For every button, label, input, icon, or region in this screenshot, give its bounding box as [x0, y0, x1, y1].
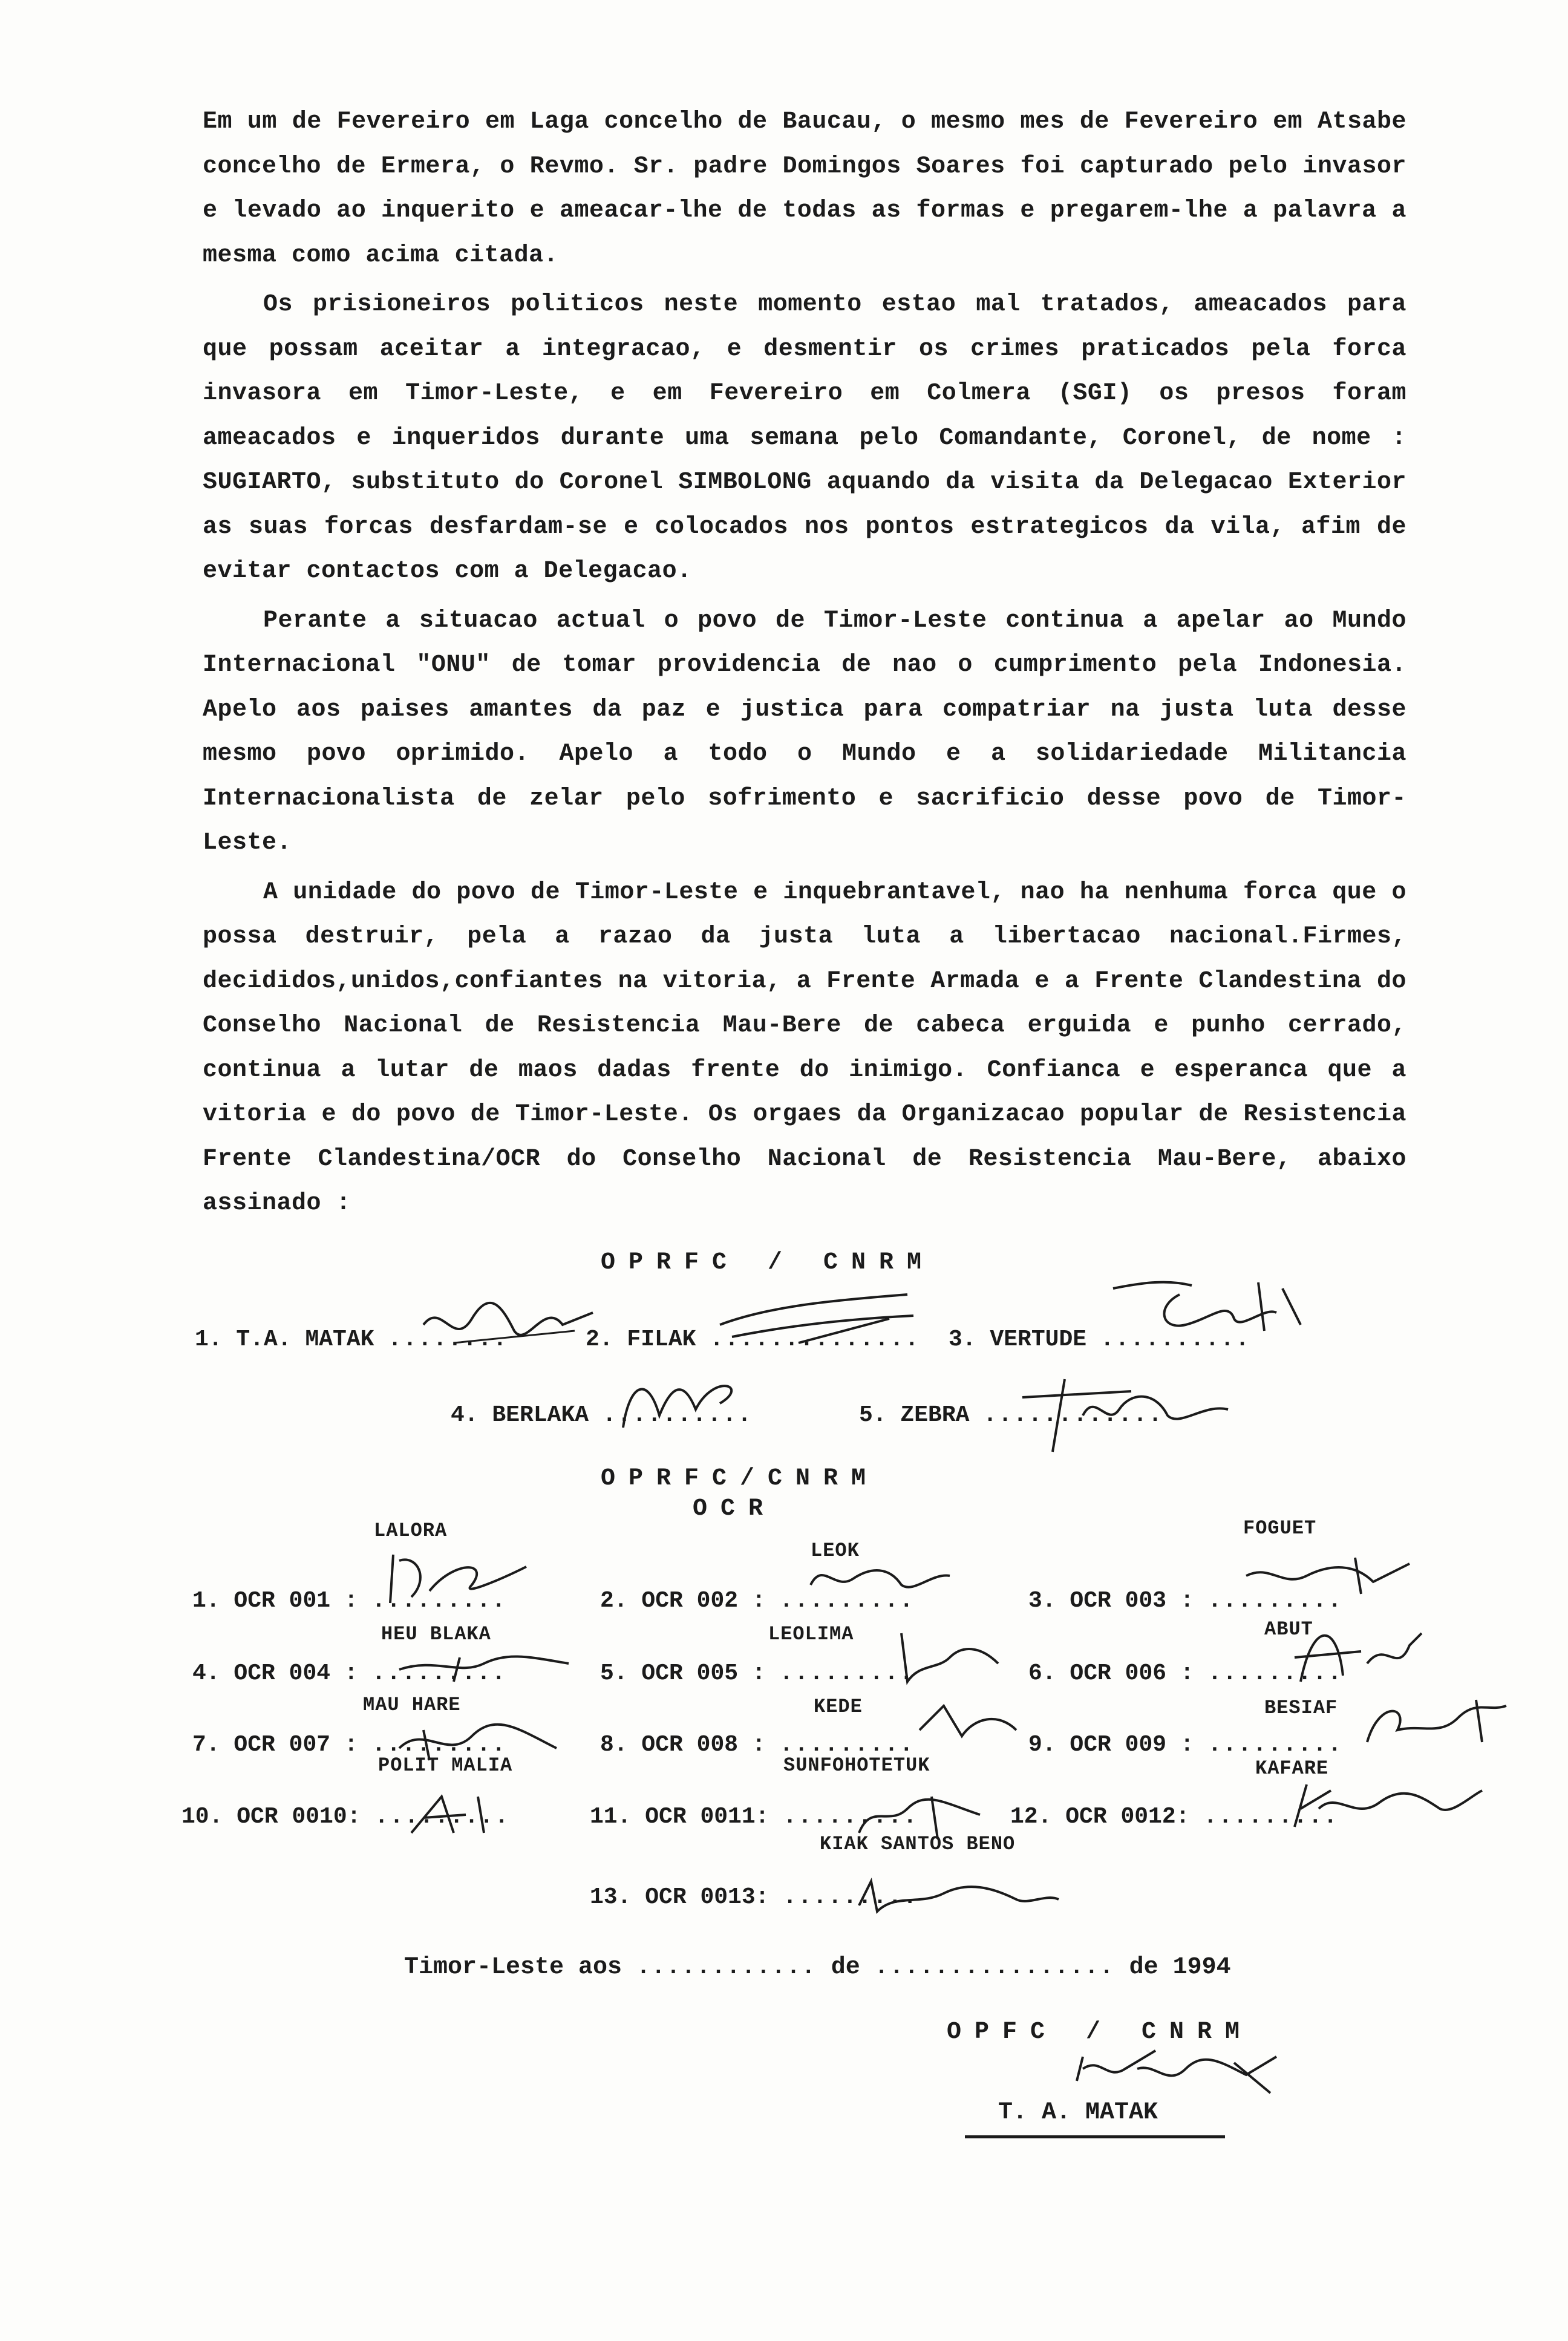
- ocr-code: OCR 0011:: [645, 1804, 769, 1830]
- signer-number: 9.: [1028, 1732, 1056, 1758]
- printed-name: POLIT MALIA: [378, 1754, 513, 1777]
- handwritten-signature: [1282, 1609, 1428, 1694]
- signer-number: 6.: [1028, 1660, 1056, 1686]
- signer-label: BERLAKA: [492, 1402, 589, 1428]
- ocr-code: OCR 002 :: [641, 1588, 766, 1614]
- printed-name: SUNFOHOTETUK: [783, 1754, 930, 1777]
- ocr-code: OCR 006 :: [1070, 1660, 1194, 1686]
- signer-number: 5.: [859, 1402, 887, 1428]
- ocr-row: [1028, 1732, 1343, 1758]
- signer-dots: .........: [779, 1732, 915, 1758]
- printed-name: LEOK: [811, 1539, 860, 1562]
- signer-dots: .........: [371, 1588, 507, 1614]
- signer-label: FILAK: [627, 1327, 696, 1353]
- handwritten-signature: [611, 1361, 768, 1440]
- handwritten-signature: [399, 1784, 520, 1839]
- paragraph-1: Em um de Fevereiro em Laga concelho de Baucau, o mesmo mes de Fevereiro em Atsabe concelho de Ermera, o Revmo. Sr. padre Domingos Soares foi capturado pelo invasor e levado ao inquerito e ameacar-lhe de todas as formas e pregarem-lhe a palavra a mesma como acima citada.: [203, 108, 1406, 269]
- ocr-code: OCR 009 :: [1070, 1732, 1194, 1758]
- ocr-code: OCR 001 :: [234, 1588, 358, 1614]
- signer-dots: .........: [779, 1588, 915, 1614]
- handwritten-signature: [387, 1639, 581, 1688]
- ocr-row: [600, 1660, 915, 1686]
- signer-dots: .........: [779, 1660, 915, 1686]
- signer-dots: ............: [983, 1402, 1163, 1428]
- footer-header: OPFC / CNRM: [947, 2019, 1253, 2046]
- signer-number: 2.: [600, 1588, 628, 1614]
- group1-header: OPRFC / CNRM: [601, 1249, 935, 1276]
- date-line: [404, 1954, 1231, 1981]
- handwritten-signature: [417, 1288, 599, 1367]
- signer-number: 4.: [192, 1660, 220, 1686]
- signer-dots: .........: [371, 1732, 507, 1758]
- printed-name: MAU HARE: [363, 1694, 461, 1716]
- handwritten-signature: [847, 1784, 992, 1845]
- signer-number: 1.: [195, 1327, 223, 1353]
- signer-number: 1.: [192, 1588, 220, 1614]
- signer-dots: .........: [1207, 1732, 1343, 1758]
- signer-number: 3.: [1028, 1588, 1056, 1614]
- signer-dots: .........: [371, 1660, 507, 1686]
- signer-dots: ..............: [710, 1327, 920, 1353]
- signer-dots: ..........: [1100, 1327, 1250, 1353]
- ocr-code: OCR 0013:: [645, 1884, 769, 1910]
- signer-number: 12.: [1010, 1804, 1052, 1830]
- signer-dots: .........: [1207, 1588, 1343, 1614]
- group2-subheader: OCR: [693, 1495, 777, 1523]
- printed-name: HEU BLAKA: [381, 1623, 491, 1645]
- paragraph-4: A unidade do povo de Timor-Leste e inquebrantavel, nao ha nenhuma forca que o possa destruir, pela a razao da justa luta a libertacao nacional.Firmes, decididos,unidos,confiantes na vitoria, a Frente Armada e a Frente Clandestina do Conselho Nacional de Resistencia Mau-Bere de cabeca erguida e punho cerrado, continua a lutar de maos dadas frente do inimigo. Confianca e esperanca que a vitoria e do povo de Timor-Leste. Os orgaes da Organizacao popular de Resistencia Frente Clandestina/OCR do Conselho Nacional de Resistencia Mau-Bere, abaixo assinado :: [203, 878, 1406, 1217]
- signer-number: 4.: [451, 1402, 479, 1428]
- signer-dots: .........: [1207, 1660, 1343, 1686]
- date-place: Timor-Leste aos: [404, 1954, 622, 1981]
- signer-number: 2.: [586, 1327, 613, 1353]
- handwritten-signature: [907, 1694, 1028, 1748]
- signer-number: 13.: [590, 1884, 632, 1910]
- signer-number: 8.: [600, 1732, 628, 1758]
- letter-body: [203, 100, 1406, 1226]
- handwritten-signature: [799, 1549, 956, 1603]
- printed-name: BESIAF: [1264, 1697, 1338, 1719]
- handwritten-signature: [387, 1712, 569, 1766]
- signer-label: T.A. MATAK: [236, 1327, 374, 1353]
- paragraph-3: Perante a situacao actual o povo de Timor-Leste continua a apelar ao Mundo Internacional "ONU" de tomar providencia de nao o cumprimento pela Indonesia. Apelo aos paises amantes da paz e justica para compatriar na justa luta desse mesmo povo oprimido. Apelo a todo o Mundo e a solidariedade Militancia Internacionalista de zelar pelo sofrimento e sacrificio desse povo de Timor-Leste.: [203, 607, 1406, 857]
- printed-name: KEDE: [814, 1696, 863, 1718]
- handwritten-signature: [1234, 1546, 1416, 1600]
- date-de: de: [831, 1954, 860, 1981]
- signer-number: 3.: [949, 1327, 976, 1353]
- handwritten-signature: [889, 1621, 1010, 1694]
- ocr-code: OCR 007 :: [234, 1732, 358, 1758]
- handwritten-signature: [708, 1282, 926, 1355]
- signer-number: 10.: [181, 1804, 223, 1830]
- signer-label: ZEBRA: [900, 1402, 970, 1428]
- ocr-code: OCR 0012:: [1065, 1804, 1190, 1830]
- signature-underline: [965, 2135, 1225, 2138]
- printed-name: LALORA: [374, 1520, 448, 1542]
- signer-number: 5.: [600, 1660, 628, 1686]
- printed-name: LEOLIMA: [768, 1623, 854, 1645]
- signatory-name: T. A. MATAK: [998, 2099, 1158, 2126]
- group2-header: OPRFC/CNRM: [601, 1465, 880, 1492]
- printed-name: ABUT: [1264, 1618, 1313, 1641]
- printed-name: FOGUET: [1243, 1517, 1317, 1539]
- signer-dots: ........: [388, 1327, 508, 1353]
- signer-dots: .........: [1203, 1804, 1339, 1830]
- signer-label: VERTUDE: [990, 1327, 1087, 1353]
- handwritten-signature: [1355, 1688, 1512, 1754]
- date-day-dots: ............: [636, 1954, 817, 1980]
- signer-dots: .........: [374, 1804, 510, 1830]
- ocr-code: OCR 004 :: [234, 1660, 358, 1686]
- handwritten-signature: [847, 1869, 1065, 1924]
- paragraph-2: Os prisioneiros politicos neste momento estao mal tratados, ameacados para que possam aceitar a integracao, e desmentir os crimes praticados pela forca invasora em Timor-Leste, e em Fevereiro em Colmera (SGI) os presos foram ameacados e inqueridos durante uma semana pelo Comandante, Coronel, de nome : SUGIARTO, substituto do Coronel SIMBOLONG aquando da visita da Delegacao Exterior as suas forcas desfardam-se e colocados nos pontos estrategicos da vila, afim de evitar contactos com a Delegacao.: [203, 291, 1406, 585]
- printed-name: KIAK SANTOS BENO: [820, 1833, 1016, 1855]
- ocr-code: OCR 0010:: [237, 1804, 361, 1830]
- ocr-code: OCR 003 :: [1070, 1588, 1194, 1614]
- handwritten-signature: [1107, 1270, 1313, 1343]
- ocr-code: OCR 008 :: [641, 1732, 766, 1758]
- handwritten-signature: [1282, 1772, 1488, 1839]
- handwritten-signature: [1010, 1367, 1240, 1458]
- signer-number: 7.: [192, 1732, 220, 1758]
- signer-dots: .........: [783, 1804, 918, 1830]
- ocr-code: OCR 005 :: [641, 1660, 766, 1686]
- signer-dots: .........: [783, 1884, 918, 1910]
- date-year: de 1994: [1129, 1954, 1231, 1981]
- signer-number: 11.: [590, 1804, 632, 1830]
- date-month-dots: ................: [874, 1954, 1115, 1980]
- signer-dots: ..........: [602, 1402, 753, 1428]
- handwritten-signature: [381, 1536, 538, 1615]
- printed-name: KAFARE: [1255, 1757, 1329, 1780]
